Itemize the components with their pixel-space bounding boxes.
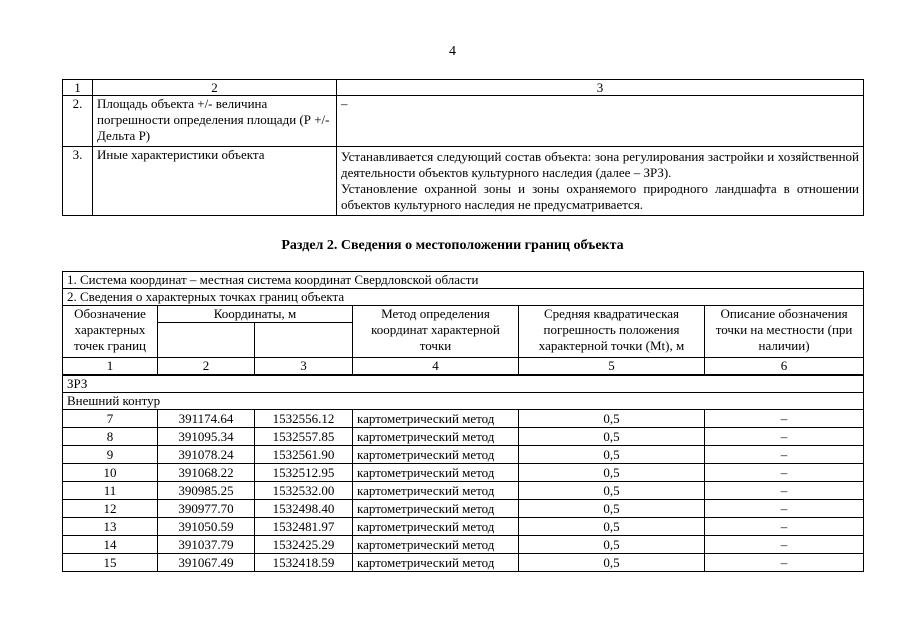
error-cell: 0,5 bbox=[519, 410, 705, 428]
row-number: 2. bbox=[63, 96, 93, 147]
column-number: 3 bbox=[255, 358, 353, 376]
header-y-cell bbox=[255, 323, 353, 358]
error-cell: 0,5 bbox=[519, 446, 705, 464]
table-header-row bbox=[63, 306, 864, 323]
error-cell: 0,5 bbox=[519, 428, 705, 446]
coordinate-x: 391078.24 bbox=[158, 446, 255, 464]
row-number: 3. bbox=[63, 147, 93, 216]
table-row bbox=[63, 147, 864, 216]
table-row bbox=[63, 410, 864, 428]
table-row bbox=[63, 500, 864, 518]
point-id: 8 bbox=[63, 428, 158, 446]
table-row bbox=[63, 446, 864, 464]
contour-row bbox=[63, 393, 864, 410]
header-error: Средняя квадратическая погрешность положения характерной точки (Mt), м bbox=[519, 306, 705, 358]
description-cell: – bbox=[705, 410, 864, 428]
column-number: 5 bbox=[519, 358, 705, 376]
column-numbers-row bbox=[63, 358, 864, 376]
coordinate-y: 1532512.95 bbox=[255, 464, 353, 482]
page-number: 4 bbox=[449, 44, 456, 59]
header-cell: 2 bbox=[93, 80, 337, 96]
error-cell: 0,5 bbox=[519, 464, 705, 482]
row-name: Площадь объекта +/- величина погрешности определения площади (Р +/- Дельта Р) bbox=[93, 96, 337, 147]
method-cell: картометрический метод bbox=[353, 536, 519, 554]
point-rows bbox=[63, 410, 864, 572]
coordinate-x: 391050.59 bbox=[158, 518, 255, 536]
row-value bbox=[337, 147, 864, 216]
coordinate-x: 390977.70 bbox=[158, 500, 255, 518]
section-title: Раздел 2. Сведения о местоположении границ объекта bbox=[281, 238, 624, 253]
description-cell: – bbox=[705, 446, 864, 464]
point-id: 12 bbox=[63, 500, 158, 518]
description-cell: – bbox=[705, 536, 864, 554]
error-cell: 0,5 bbox=[519, 554, 705, 572]
coordinate-x: 391095.34 bbox=[158, 428, 255, 446]
coordinate-y: 1532556.12 bbox=[255, 410, 353, 428]
value-paragraph: Установление охранной зоны и зоны охраняемого природного ландшафта в отношении объектов культурного наследия не предусматривается. bbox=[341, 181, 859, 212]
header-description: Описание обозначения точки на местности (при наличии) bbox=[705, 306, 864, 358]
table-row bbox=[63, 96, 864, 147]
description-cell: – bbox=[705, 428, 864, 446]
point-id: 9 bbox=[63, 446, 158, 464]
table-row bbox=[63, 464, 864, 482]
row-value: – bbox=[337, 96, 864, 147]
error-cell: 0,5 bbox=[519, 482, 705, 500]
method-cell: картометрический метод bbox=[353, 518, 519, 536]
method-cell: картометрический метод bbox=[353, 464, 519, 482]
error-cell: 0,5 bbox=[519, 500, 705, 518]
method-cell: картометрический метод bbox=[353, 482, 519, 500]
column-number: 6 bbox=[705, 358, 864, 376]
coordinate-x: 391174.64 bbox=[158, 410, 255, 428]
point-id: 7 bbox=[63, 410, 158, 428]
header-coordinates: Координаты, м bbox=[158, 306, 353, 323]
column-number: 4 bbox=[353, 358, 519, 376]
contour-label: Внешний контур bbox=[63, 393, 864, 410]
description-cell: – bbox=[705, 500, 864, 518]
points-info-row bbox=[63, 289, 864, 306]
point-id: 15 bbox=[63, 554, 158, 572]
table-row bbox=[63, 536, 864, 554]
row-name: Иные характеристики объекта bbox=[93, 147, 337, 216]
zone-row bbox=[63, 375, 864, 393]
table-row bbox=[63, 518, 864, 536]
column-number: 2 bbox=[158, 358, 255, 376]
table-row bbox=[63, 482, 864, 500]
point-id: 11 bbox=[63, 482, 158, 500]
method-cell: картометрический метод bbox=[353, 446, 519, 464]
boundary-points-table bbox=[62, 271, 864, 572]
coordinate-y: 1532481.97 bbox=[255, 518, 353, 536]
header-x-cell bbox=[158, 323, 255, 358]
description-cell: – bbox=[705, 464, 864, 482]
zone-label: ЗРЗ bbox=[63, 375, 864, 393]
coordinate-system-row bbox=[63, 272, 864, 289]
point-id: 13 bbox=[63, 518, 158, 536]
value-paragraph: Устанавливается следующий состав объекта: зона регулирования застройки и хозяйственной деятельности объектов культурного наследия (далее – ЗРЗ). bbox=[341, 149, 859, 180]
coordinate-y: 1532561.90 bbox=[255, 446, 353, 464]
method-cell: картометрический метод bbox=[353, 410, 519, 428]
coordinate-y: 1532418.59 bbox=[255, 554, 353, 572]
description-cell: – bbox=[705, 554, 864, 572]
coordinate-x: 391037.79 bbox=[158, 536, 255, 554]
table-row bbox=[63, 554, 864, 572]
coordinate-y: 1532532.00 bbox=[255, 482, 353, 500]
point-id: 10 bbox=[63, 464, 158, 482]
method-cell: картометрический метод bbox=[353, 500, 519, 518]
point-id: 14 bbox=[63, 536, 158, 554]
coordinate-y: 1532557.85 bbox=[255, 428, 353, 446]
description-cell: – bbox=[705, 482, 864, 500]
method-cell: картометрический метод bbox=[353, 428, 519, 446]
header-method: Метод определения координат характерной точки bbox=[353, 306, 519, 358]
error-cell: 0,5 bbox=[519, 536, 705, 554]
error-cell: 0,5 bbox=[519, 518, 705, 536]
coordinate-x: 391068.22 bbox=[158, 464, 255, 482]
coordinate-system-text: 1. Система координат – местная система координат Свердловской области bbox=[63, 272, 864, 289]
points-info-text: 2. Сведения о характерных точках границ объекта bbox=[63, 289, 864, 306]
object-characteristics-table bbox=[62, 79, 864, 216]
coordinate-y: 1532425.29 bbox=[255, 536, 353, 554]
method-cell: картометрический метод bbox=[353, 554, 519, 572]
coordinate-x: 391067.49 bbox=[158, 554, 255, 572]
coordinate-y: 1532498.40 bbox=[255, 500, 353, 518]
header-cell: 3 bbox=[337, 80, 864, 96]
description-cell: – bbox=[705, 518, 864, 536]
table-row bbox=[63, 428, 864, 446]
coordinate-x: 390985.25 bbox=[158, 482, 255, 500]
header-point-designation: Обозначение характерных точек границ bbox=[63, 306, 158, 358]
column-number: 1 bbox=[63, 358, 158, 376]
header-cell: 1 bbox=[63, 80, 93, 96]
table-header-row bbox=[63, 80, 864, 96]
